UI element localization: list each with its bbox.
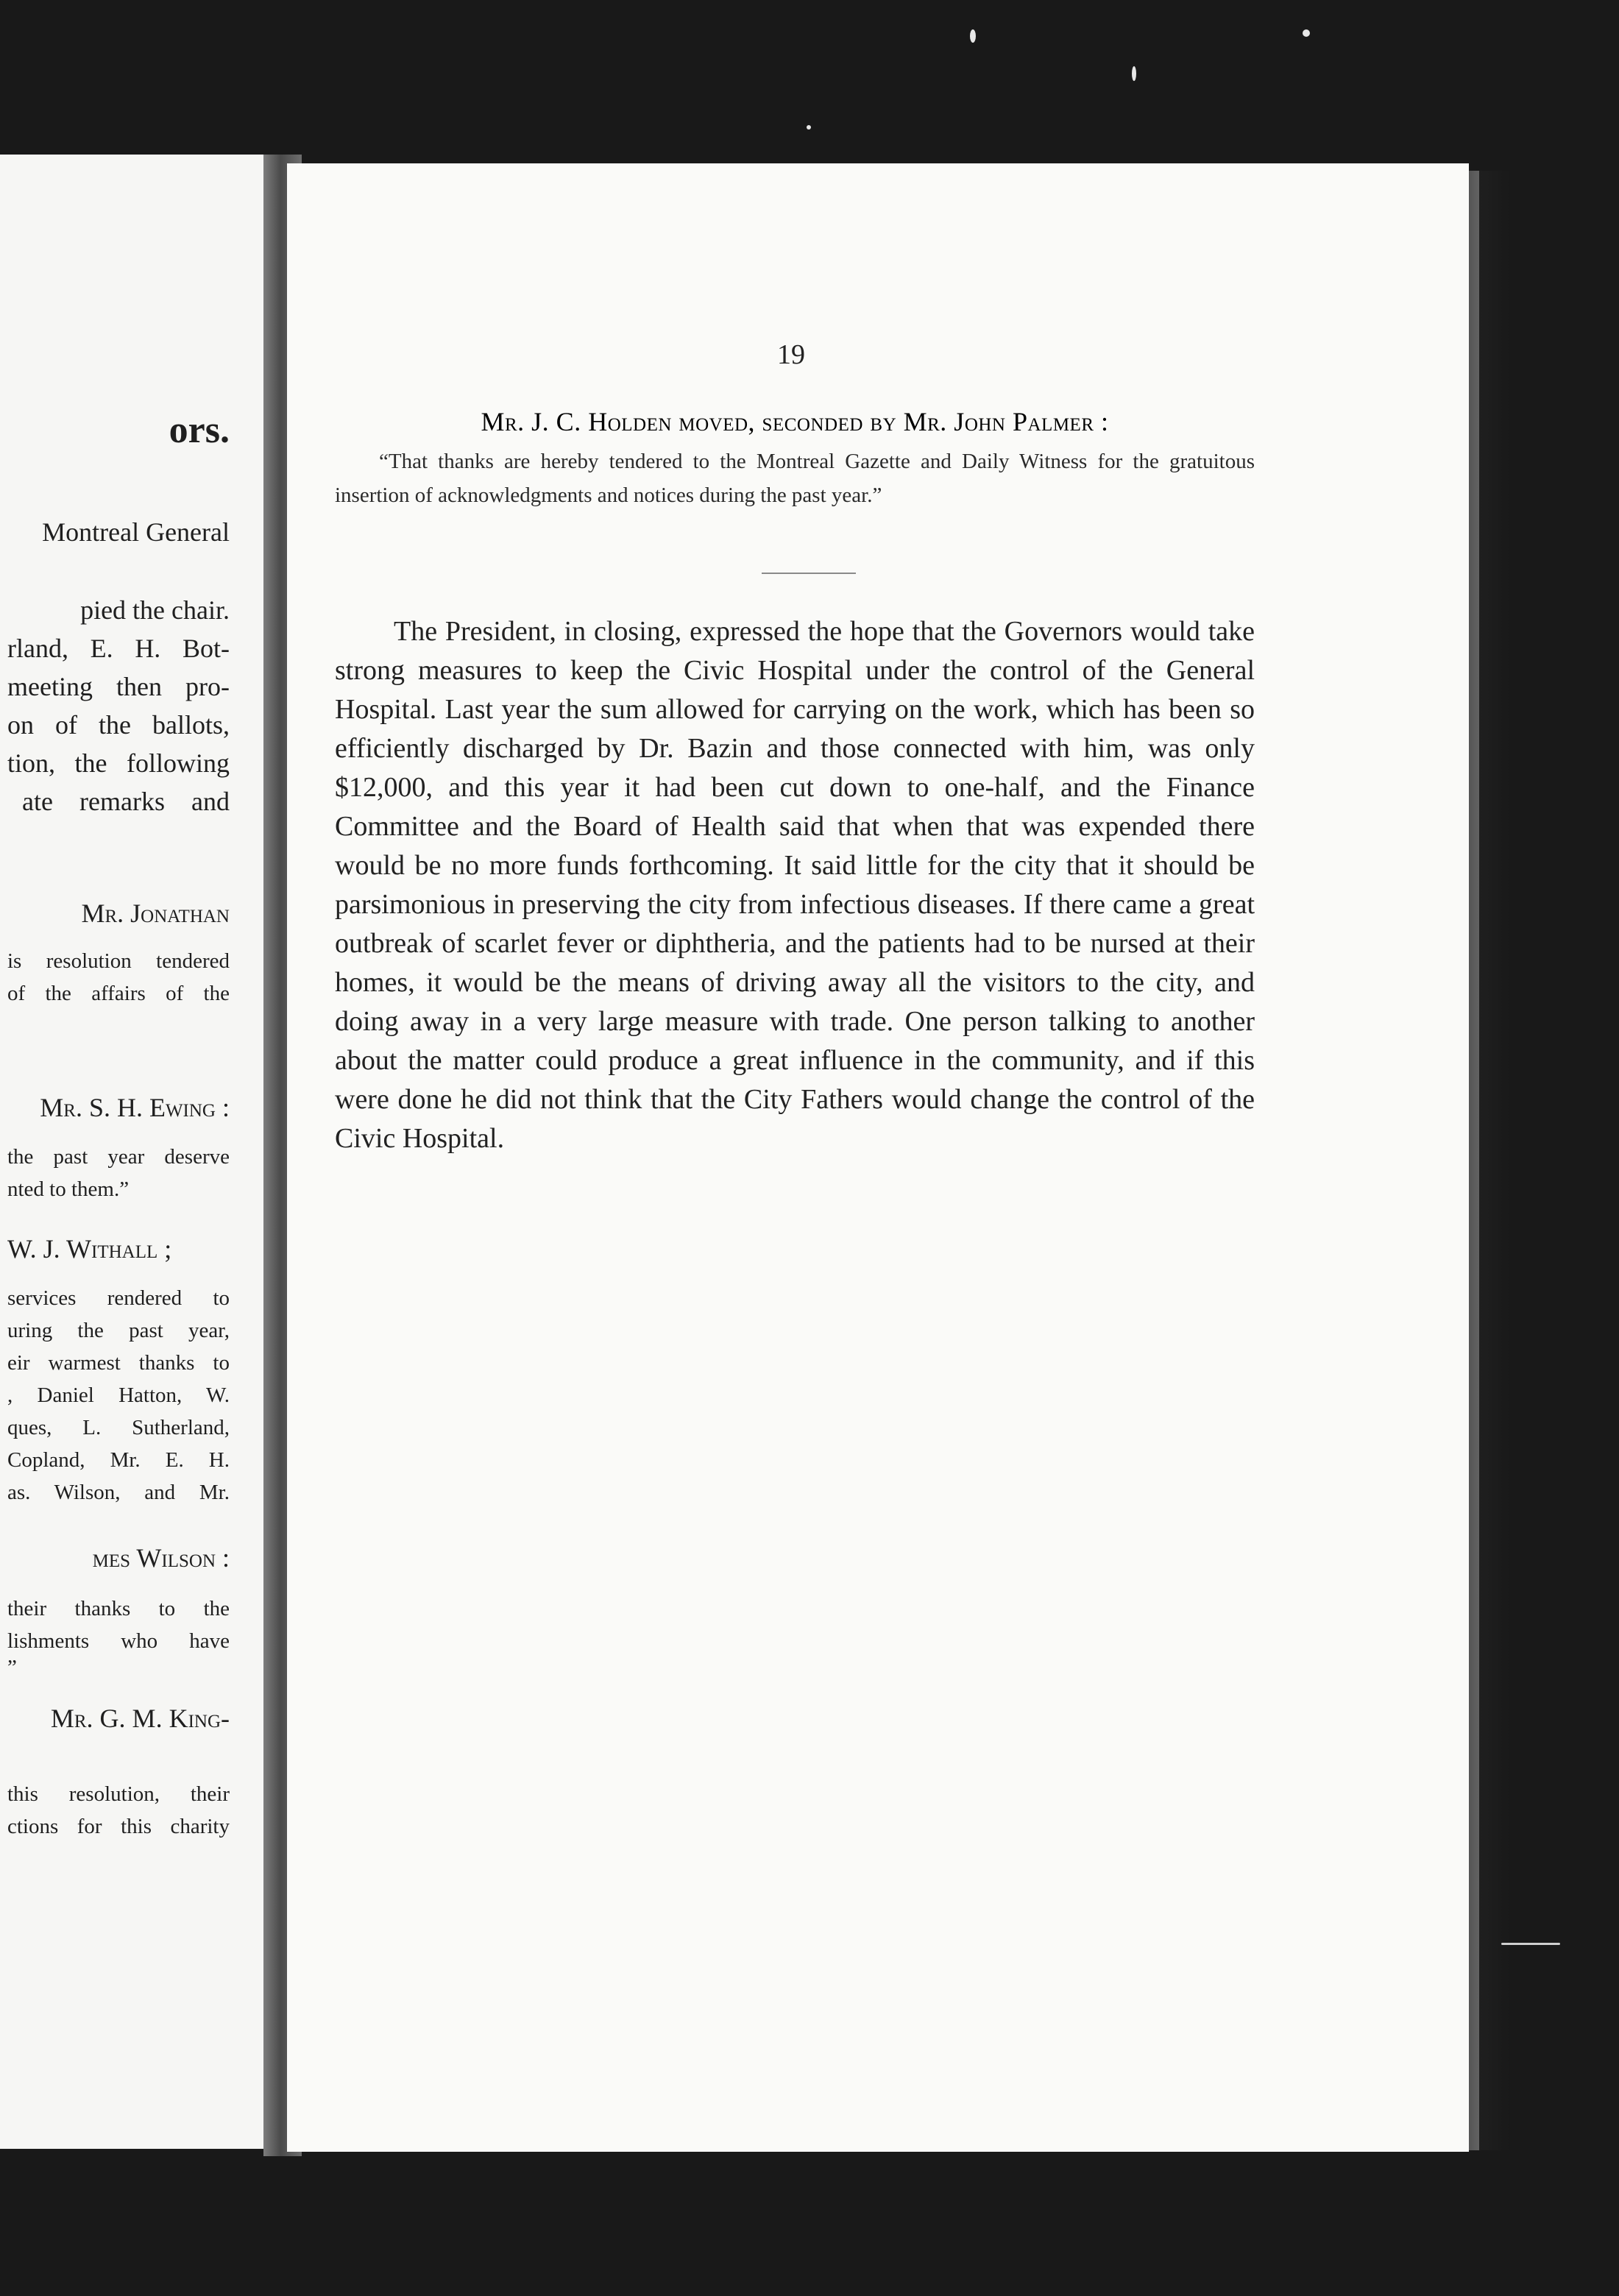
scan-speck [807, 125, 811, 130]
scan-speck [1303, 29, 1310, 37]
left-line: rland, E. H. Bot- [7, 634, 230, 663]
previous-page-fragment [0, 155, 263, 2149]
left-line: , Daniel Hatton, W. [7, 1383, 230, 1407]
left-line: tion, the following [7, 748, 230, 778]
scan-speck [1501, 1943, 1560, 1945]
section-divider [762, 573, 856, 574]
page-shadow [1469, 171, 1510, 2150]
left-line: ques, L. Sutherland, [7, 1416, 230, 1439]
left-line: lishments who have [7, 1629, 230, 1653]
left-line: Copland, Mr. E. H. [7, 1448, 230, 1472]
left-line: Mr. Jonathan [81, 899, 230, 928]
president-remarks-paragraph: The President, in closing, expressed the hope that the Governors would take strong measures to keep the Civic Hospital under the control of the General Hospital. Last year the sum allowed for carrying on the work, which has been so efficiently discharged by Dr. Bazin and those connected with him, was only $12,000, and this year it had been cut down to one-half, and the Finance Committee and the Board of Health said that when that was expended there would be no more funds forthcoming. It said little for the city that it should be parsimonious in preserving the city from infectious diseases. If there came a great outbreak of scarlet fever or diphtheria, and the patients had to be nursed at their homes, it would be the means of driving away all the visitors to the city, and doing away in a very large measure with trade. One person talking to another about the matter could produce a great influence in the community, and if this were done he did not think that the City Fathers would change the control of the Civic Hospital. [335, 616, 1255, 1154]
left-line: Mr. S. H. Ewing : [40, 1093, 230, 1122]
left-line: ate remarks and [22, 787, 230, 816]
motion-heading [335, 406, 1255, 437]
left-line: their thanks to the [7, 1597, 230, 1620]
left-line: W. J. Withall ; [7, 1234, 172, 1264]
text-block [335, 163, 1255, 2152]
left-line: nted to them.” [7, 1177, 130, 1201]
left-heading-fragment: ors. [169, 409, 230, 451]
left-line: Montreal General [42, 517, 230, 547]
left-line: Mr. G. M. King- [50, 1704, 230, 1733]
left-line: on of the ballots, [7, 710, 230, 740]
left-line: meeting then pro- [7, 672, 230, 701]
left-line: this resolution, their [7, 1782, 230, 1806]
left-line: pied the chair. [80, 595, 230, 625]
scan-speck [970, 29, 976, 43]
left-line: mes Wilson : [92, 1543, 230, 1573]
left-line: services rendered to [7, 1286, 230, 1310]
left-line: is resolution tendered [7, 949, 230, 973]
left-line: of the affairs of the [7, 982, 230, 1005]
left-line: as. Wilson, and Mr. [7, 1481, 230, 1504]
left-line: ” [7, 1656, 17, 1679]
left-line: eir warmest thanks to [7, 1351, 230, 1375]
scan-speck [1132, 66, 1136, 81]
page-number: 19 [777, 339, 805, 370]
resolution-quote: “That thanks are hereby tendered to the Montreal Gazette and Daily Witness for the gratuitous insertion of acknowledgments and notices during the past year.” [335, 450, 1255, 507]
left-line: the past year deserve [7, 1145, 230, 1169]
left-line: uring the past year, [7, 1319, 230, 1342]
motion-text: Mr. J. C. Holden moved, seconded by Mr. John Palmer : [481, 407, 1109, 436]
left-line: ctions for this charity [7, 1815, 230, 1838]
